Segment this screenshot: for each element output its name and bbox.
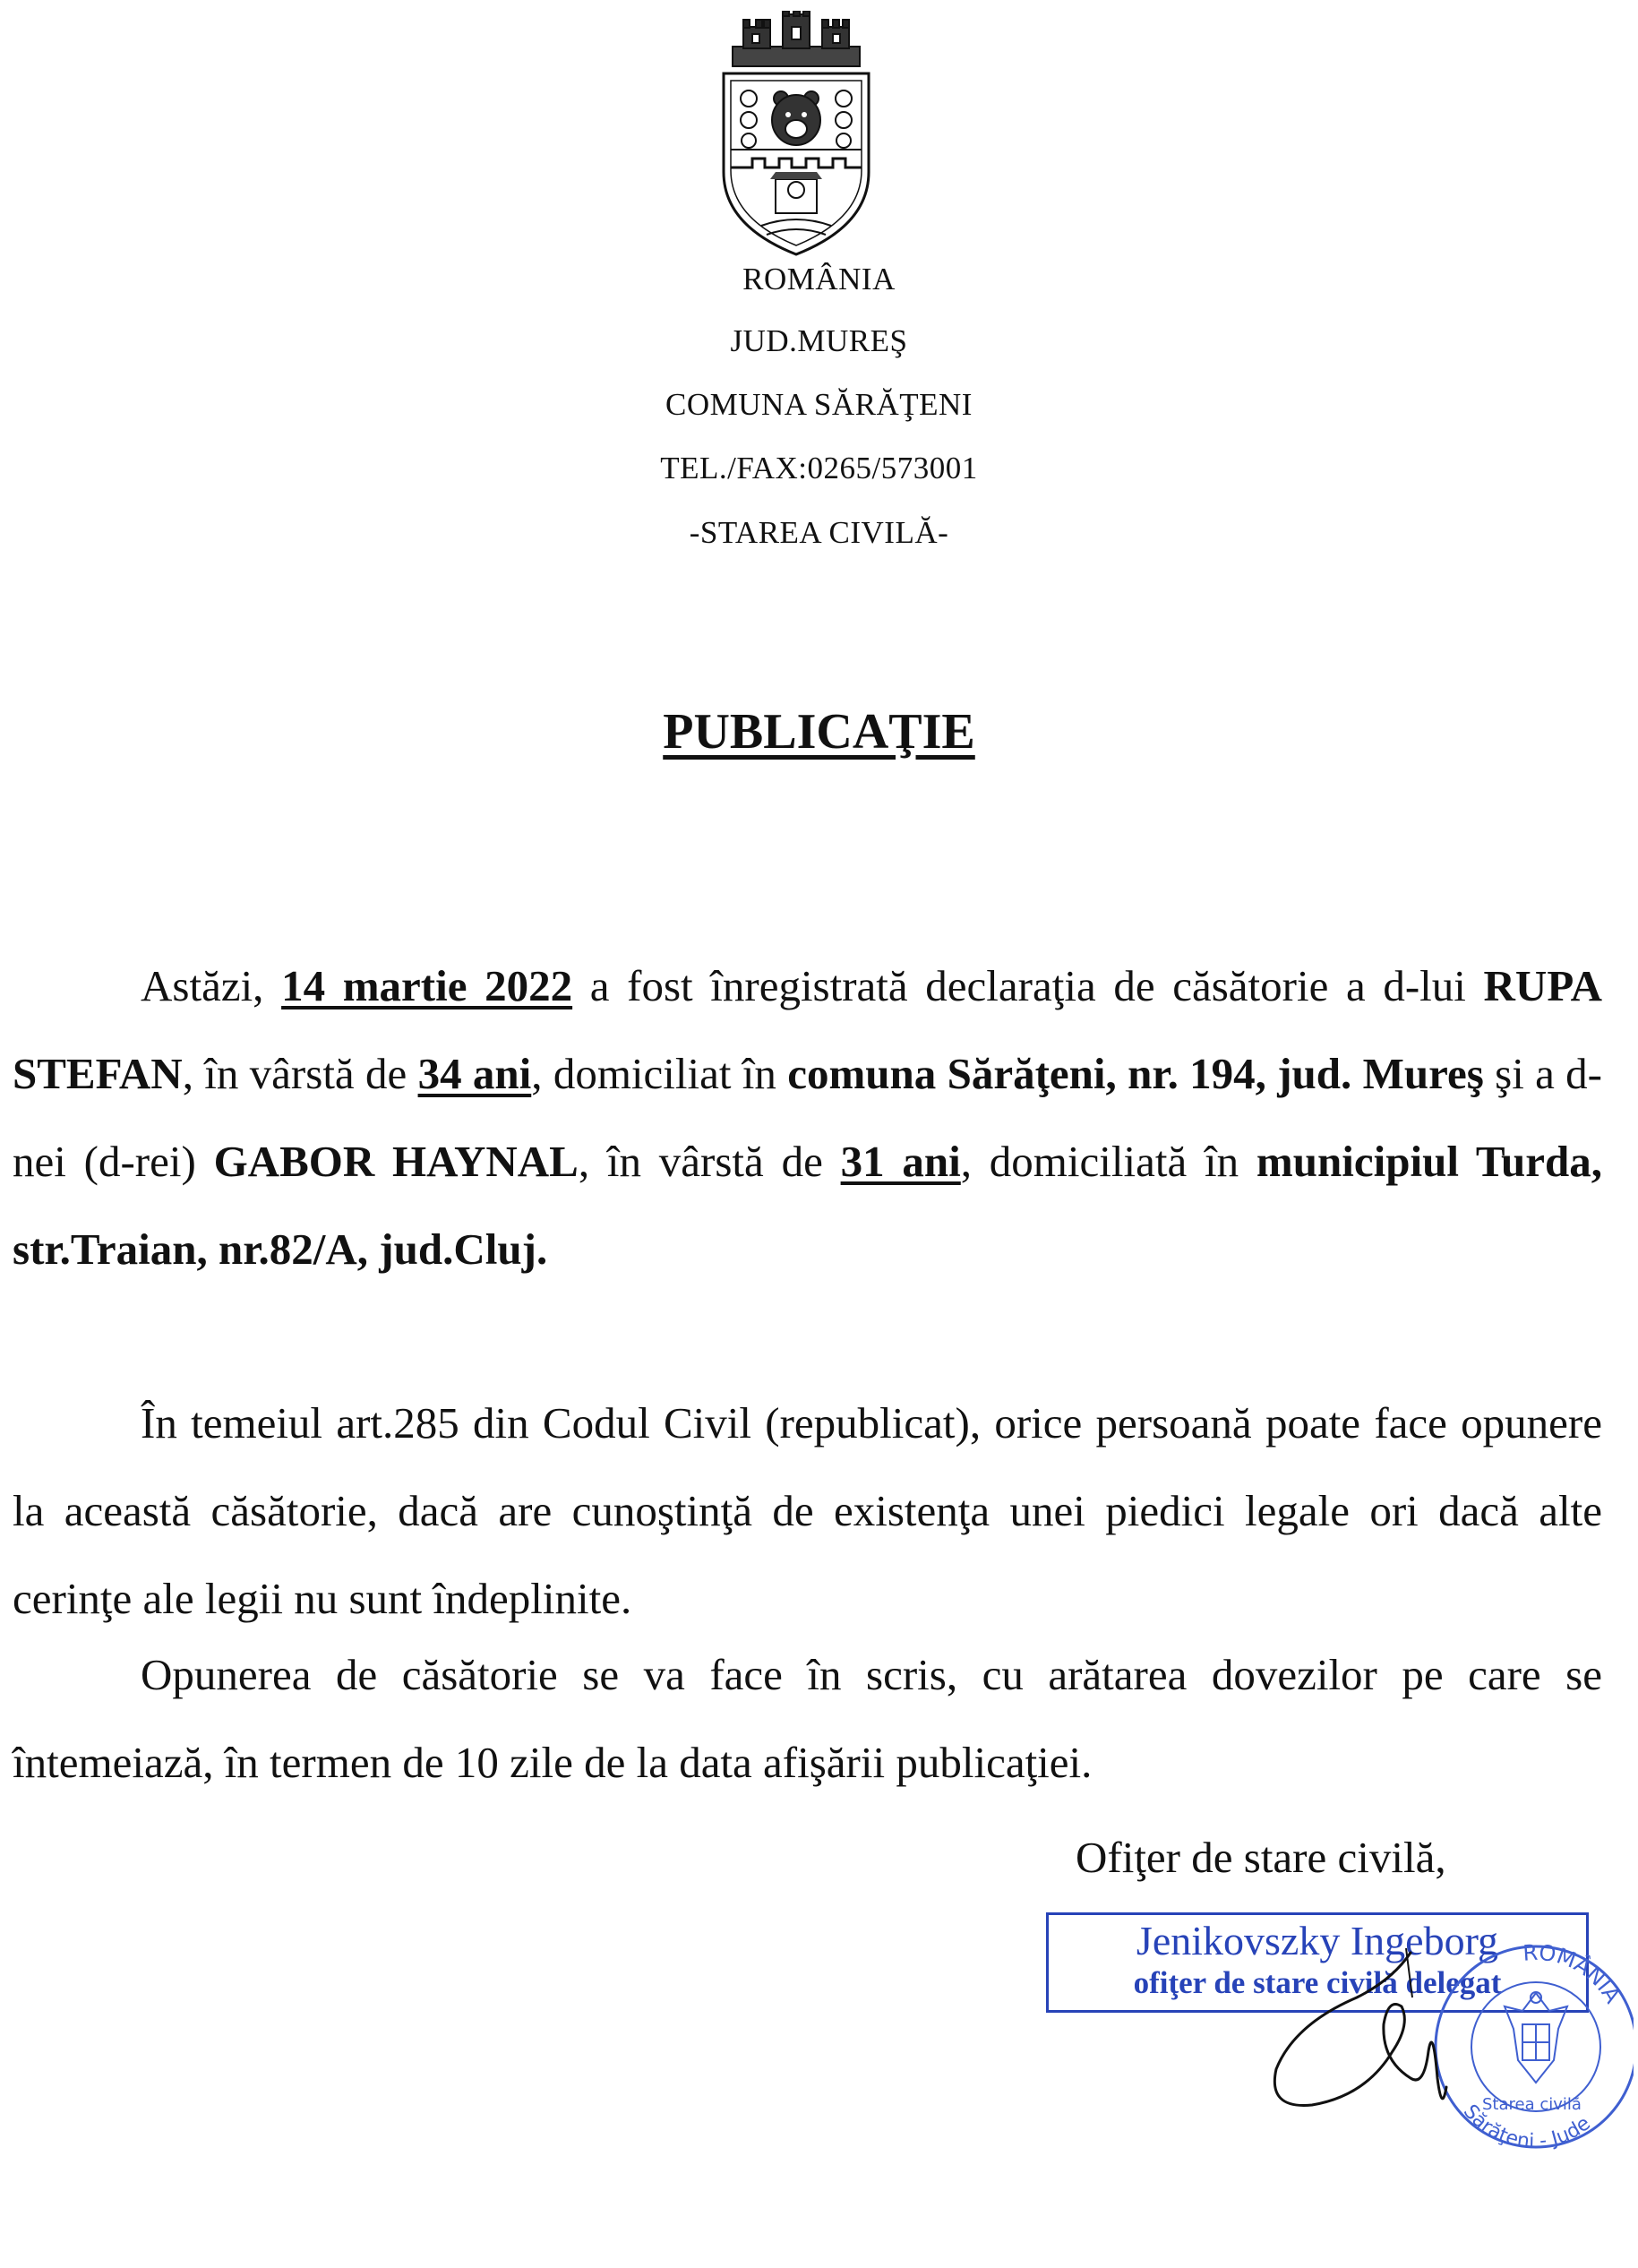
signature-icon — [1258, 1944, 1473, 2123]
seal-top-text: ROMÂNIA — [1522, 1939, 1625, 2008]
groom-age: 34 ani — [417, 1049, 532, 1098]
seal-bottom-text: Sărăţeni - Jude — [1458, 2100, 1595, 2153]
groom-address: comuna Sărăţeni, nr. 194, jud. Mureş — [787, 1049, 1484, 1098]
groom-name: RUPA STEFAN — [13, 961, 1602, 1098]
header-commune: COMUNA SĂRĂŢENI — [665, 387, 973, 422]
officer-label: Ofiţer de stare civilă, — [1076, 1833, 1446, 1882]
svg-text:ROMÂNIA — [1522, 1940, 1626, 2008]
header-county: JUD.MUREŞ — [730, 323, 908, 358]
bride-name: GABOR HAYNAL — [213, 1137, 579, 1186]
opposition-paragraph: Opunerea de căsătorie se va face în scris, cu arătarea dovezilor pe care se întemeiază, în termen de 10 zile de la data afişării publicaţiei. — [13, 1650, 1602, 1787]
registration-date: 14 martie 2022 — [281, 961, 573, 1010]
page-title: PUBLICAŢIE — [663, 704, 975, 760]
bride-address: municipiul Turda, str.Traian, nr.82/A, jud.Cluj. — [13, 1137, 1603, 1274]
coat-of-arms-icon — [716, 11, 876, 257]
seal-civil-status-text: Starea civilă — [1482, 2095, 1582, 2114]
header-country: ROMÂNIA — [742, 262, 896, 296]
bride-age: 31 ani — [840, 1137, 961, 1186]
declaration-paragraph: Astăzi, 14 martie 2022 a fost înregistrată declaraţia de căsătorie a d-lui RUPA STEFAN, în vârstă de 34 ani, domiciliat în comuna Sărăţeni, nr. 194, jud. Mureş şi a d-nei (d-rei) GABOR HAYNAL, în vârstă de 31 ani, domiciliată în municipiul Turda, str.Traian, nr.82/A, jud.Cluj. — [13, 961, 1603, 1274]
stamp-name: Jenikovszky Ingeborg — [1136, 1918, 1499, 1963]
legal-basis-paragraph: În temeiul art.285 din Codul Civil (republicat), orice persoană poate face opunere la această căsătorie, dacă are cunoştinţă de existenţa unei piedici legale ori dacă alte cerinţe ale legii nu sunt îndeplinite. — [13, 1398, 1602, 1623]
header-department: -STAREA CIVILĂ- — [689, 515, 949, 550]
stamp-role: ofiţer de stare civilă delegat — [1133, 1965, 1502, 2000]
header-phone: TEL./FAX:0265/573001 — [660, 451, 978, 485]
